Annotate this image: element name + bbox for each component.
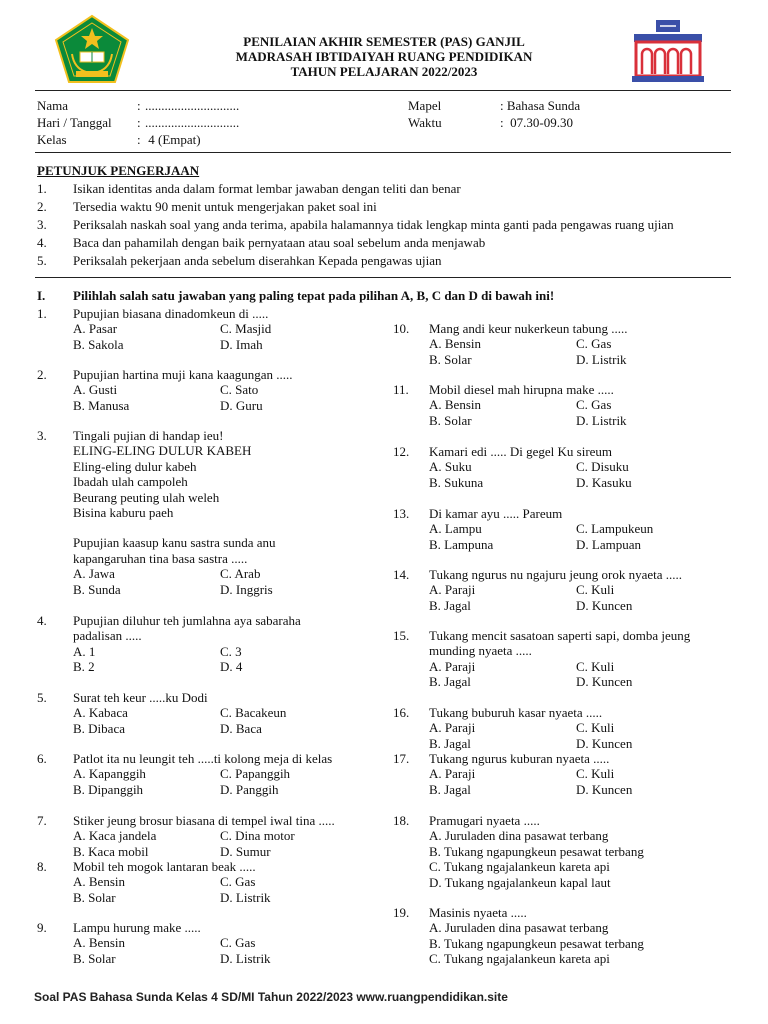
petunjuk-divider <box>35 277 731 278</box>
option-a[interactable]: A. Juruladen dina pasawat terbang <box>429 920 609 936</box>
option-b[interactable]: B. Sukuna <box>429 474 484 490</box>
question-text: Mobil teh mogok lantaran beak ..... <box>73 859 256 874</box>
section-number: I. <box>37 288 46 303</box>
option-c[interactable]: C. Bacakeun <box>220 705 287 721</box>
question-number: 15. <box>393 628 410 643</box>
option-d[interactable]: D. Kuncen <box>576 674 633 690</box>
petunjuk-text: Periksalah naskah soal yang anda terima, apabila halamannya tidak lengkap minta ganti pada pengawas ruang ujian <box>73 217 674 232</box>
option-d[interactable]: D. Lampuan <box>576 536 641 552</box>
option-d[interactable]: D. Panggih <box>220 781 279 797</box>
option-d[interactable]: D. Listrik <box>576 412 627 428</box>
question-text: Masinis nyaeta ..... <box>429 905 527 920</box>
option-c[interactable]: C. Sato <box>220 382 259 398</box>
question-text: Pupujian biasana dinadomkeun di ..... <box>73 306 269 321</box>
question-text: Patlot ita nu leungit teh .....ti kolong meja di kelas <box>73 751 333 766</box>
option-c[interactable]: C. Kuli <box>576 766 615 782</box>
option-b[interactable]: B. Jagal <box>429 597 471 613</box>
option-c[interactable]: C. Lampukeun <box>576 521 654 537</box>
question-number: 8. <box>37 859 47 874</box>
option-a[interactable]: A. Jawa <box>73 566 115 582</box>
question-text: Lampu hurung make ..... <box>73 920 201 935</box>
question-number: 7. <box>37 813 47 828</box>
petunjuk-number: 3. <box>37 217 47 232</box>
question-text: Tingali pujian di handap ieu! <box>73 428 224 443</box>
option-d[interactable]: D. Inggris <box>220 581 273 597</box>
kelas-label: Kelas <box>37 132 67 147</box>
question-text: Tukang mencit sasatoan saperti sapi, domba jeung <box>429 628 691 643</box>
option-c[interactable]: C. Tukang ngajalankeun kareta api <box>429 951 610 967</box>
option-c[interactable]: C. Gas <box>576 397 612 413</box>
petunjuk-item <box>37 198 737 216</box>
option-d[interactable]: D. Listrik <box>576 351 627 367</box>
identity-row-nama <box>37 98 737 114</box>
option-c[interactable]: C. Kuli <box>576 582 615 598</box>
identity-row-hari <box>37 115 737 131</box>
option-d[interactable]: D. Kuncen <box>576 597 633 613</box>
question-text: Surat teh keur .....ku Dodi <box>73 690 208 705</box>
question-number: 12. <box>393 444 410 459</box>
question-text: padalisan ..... <box>73 628 142 644</box>
kelas-separator: : <box>137 132 141 147</box>
petunjuk-text: Tersedia waktu 90 menit untuk mengerjakan paket soal ini <box>73 199 377 214</box>
question-text: Tukang buburuh kasar nyaeta ..... <box>429 705 603 720</box>
question-text: Pramugari nyaeta ..... <box>429 813 540 828</box>
petunjuk-number: 1. <box>37 181 47 196</box>
header-divider <box>35 90 731 91</box>
question-number: 6. <box>37 751 47 766</box>
option-b[interactable]: B. Dipanggih <box>73 781 144 797</box>
question-text: Tukang ngurus kuburan nyaeta ..... <box>429 751 610 766</box>
identity-divider <box>35 152 731 153</box>
question-number: 13. <box>393 506 410 521</box>
header-line-1: PENILAIAN AKHIR SEMESTER (PAS) GANJIL <box>243 34 525 49</box>
question-number: 3. <box>37 428 47 443</box>
option-b[interactable]: B. Lampuna <box>429 536 494 552</box>
section-instruction: Pilihlah salah satu jawaban yang paling tepat pada pilihan A, B, C dan D di bawah ini! <box>73 288 555 303</box>
petunjuk-number: 5. <box>37 253 47 268</box>
question-number: 4. <box>37 613 47 628</box>
question-text: Tukang ngurus nu ngajuru jeung orok nyaeta ..... <box>429 567 682 582</box>
petunjuk-item <box>37 216 737 234</box>
question-number: 11. <box>393 382 409 397</box>
option-b[interactable]: B. Solar <box>73 889 116 905</box>
option-c[interactable]: C. Disuku <box>576 459 629 475</box>
option-a[interactable]: A. Bensin <box>73 874 125 890</box>
option-a[interactable]: A. Paraji <box>429 658 476 674</box>
option-c[interactable]: C. Kuli <box>576 720 615 736</box>
question-text: Pupujian kaasup kanu sastra sunda anu <box>73 535 276 551</box>
question-number: 18. <box>393 813 410 828</box>
petunjuk-number: 2. <box>37 199 47 214</box>
question-number: 16. <box>393 705 410 720</box>
option-c[interactable]: C. Gas <box>220 935 256 951</box>
poem <box>73 443 373 520</box>
hari-label: Hari / Tanggal <box>37 115 112 130</box>
option-c[interactable]: C. Dina motor <box>220 828 295 844</box>
poem-line: Beurang peuting ulah weleh <box>73 489 220 505</box>
option-c[interactable]: C. 3 <box>220 643 242 659</box>
option-c[interactable]: C. Papanggih <box>220 766 291 782</box>
option-c[interactable]: C. Kuli <box>576 658 615 674</box>
option-c[interactable]: C. Gas <box>220 874 256 890</box>
question-text: Mang andi keur nukerkeun tabung ..... <box>429 321 628 336</box>
mapel-label: Mapel <box>408 98 442 113</box>
option-a[interactable]: A. Kaca jandela <box>73 828 157 844</box>
option-a[interactable]: A. Gusti <box>73 382 118 398</box>
poem-line: Ibadah ulah campoleh <box>73 474 188 490</box>
option-d[interactable]: D. Guru <box>220 397 263 413</box>
option-b[interactable]: B. Jagal <box>429 674 471 690</box>
poem-line: Eling-eling dulur kabeh <box>73 458 197 474</box>
option-a[interactable]: A. Paraji <box>429 766 476 782</box>
poem-title: ELING-ELING DULUR KABEH <box>73 443 252 459</box>
question-text: kapangaruhan tina basa sastra ..... <box>73 550 248 566</box>
option-a[interactable]: A. Bensin <box>429 336 481 352</box>
page-footer: Soal PAS Bahasa Sunda Kelas 4 SD/MI Tahun 2022/2023 www.ruangpendidikan.site <box>34 990 508 1004</box>
header-line-2: MADRASAH IBTIDAIYAH RUANG PENDIDIKAN <box>235 49 533 64</box>
question-number: 10. <box>393 321 410 336</box>
hari-separator: : <box>137 115 141 130</box>
option-c[interactable]: C. Tukang ngajalankeun kareta api <box>429 859 610 875</box>
option-a[interactable]: A. Juruladen dina pasawat terbang <box>429 828 609 844</box>
nama-field[interactable]: ............................. <box>145 98 240 113</box>
option-b[interactable]: B. Kaca mobil <box>73 843 149 859</box>
option-b[interactable]: B. Solar <box>429 351 472 367</box>
option-b[interactable]: B. 2 <box>73 659 95 675</box>
nama-separator: : <box>137 98 141 113</box>
option-b[interactable]: B. Manusa <box>73 397 130 413</box>
question-text: Di kamar ayu ..... Pareum <box>429 506 563 521</box>
option-b[interactable]: B. Solar <box>73 950 116 966</box>
petunjuk-item <box>37 252 737 270</box>
option-d[interactable]: D. Listrik <box>220 950 271 966</box>
question-number: 1. <box>37 306 47 321</box>
petunjuk-item <box>37 234 737 252</box>
petunjuk-item <box>37 180 737 198</box>
hari-field[interactable]: ............................. <box>145 115 240 130</box>
option-b[interactable]: B. Tukang ngapungkeun pesawat terbang <box>429 843 644 859</box>
option-a[interactable]: A. Paraji <box>429 582 476 598</box>
option-c[interactable]: C. Masjid <box>220 321 272 337</box>
question-text: Mobil diesel mah hirupna make ..... <box>429 382 614 397</box>
option-d[interactable]: D. Kuncen <box>576 735 633 751</box>
option-b[interactable]: B. Tukang ngapungkeun pesawat terbang <box>429 935 644 951</box>
option-d[interactable]: D. Sumur <box>220 843 271 859</box>
question-text: Stiker jeung brosur biasana di tempel iwal tina ..... <box>73 813 335 828</box>
option-d[interactable]: D. Listrik <box>220 889 271 905</box>
waktu-value: : 07.30-09.30 <box>500 115 573 130</box>
petunjuk-title: PETUNJUK PENGERJAAN <box>37 163 200 178</box>
option-a[interactable]: A. Kabaca <box>73 705 128 721</box>
identity-row-kelas <box>37 132 737 148</box>
option-d[interactable]: D. Kasuku <box>576 474 632 490</box>
option-d[interactable]: D. Tukang ngajalankeun kapal laut <box>429 874 611 890</box>
petunjuk-number: 4. <box>37 235 47 250</box>
option-b[interactable]: B. Solar <box>429 412 472 428</box>
mapel-value: : Bahasa Sunda <box>500 98 581 113</box>
header-line-3: TAHUN PELAJARAN 2022/2023 <box>290 64 478 79</box>
question-number: 5. <box>37 690 47 705</box>
petunjuk-text: Isikan identitas anda dalam format lembar jawaban dengan teliti dan benar <box>73 181 461 196</box>
option-a[interactable]: A. Bensin <box>429 397 481 413</box>
question-number: 19. <box>393 905 410 920</box>
option-b[interactable]: B. Sunda <box>73 581 121 597</box>
option-a[interactable]: A. Pasar <box>73 321 118 337</box>
question-text: Pupujian diluhur teh jumlahna aya sabaraha <box>73 613 301 628</box>
question-text: munding nyaeta ..... <box>429 643 532 659</box>
option-d[interactable]: D. Kuncen <box>576 781 633 797</box>
waktu-label: Waktu <box>408 115 442 130</box>
option-b[interactable]: B. Dibaca <box>73 720 125 736</box>
nama-label: Nama <box>37 98 69 113</box>
kelas-value: 4 (Empat) <box>145 132 201 147</box>
option-a[interactable]: A. Lampu <box>429 521 482 537</box>
question-number: 14. <box>393 567 410 582</box>
option-d[interactable]: D. Imah <box>220 336 263 352</box>
question-text: Kamari edi ..... Di gegel Ku sireum <box>429 444 613 459</box>
option-a[interactable]: A. Paraji <box>429 720 476 736</box>
question-number: 17. <box>393 751 410 766</box>
option-a[interactable]: A. Kapanggih <box>73 766 146 782</box>
option-b[interactable]: B. Jagal <box>429 781 471 797</box>
question-text: Pupujian hartina muji kana kaagungan ..... <box>73 367 293 382</box>
option-c[interactable]: C. Arab <box>220 566 261 582</box>
school-logo <box>630 14 706 86</box>
petunjuk-text: Periksalah pekerjaan anda sebelum diserahkan Kepada pengawas ujian <box>73 253 442 268</box>
option-a[interactable]: A. 1 <box>73 643 96 659</box>
option-a[interactable]: A. Suku <box>429 459 472 475</box>
option-b[interactable]: B. Jagal <box>429 735 471 751</box>
question-number: 9. <box>37 920 47 935</box>
poem-line: Bisina kaburu paeh <box>73 505 174 521</box>
option-d[interactable]: D. Baca <box>220 720 262 736</box>
question-number: 2. <box>37 367 47 382</box>
petunjuk-text: Baca dan pahamilah dengan baik pernyataan atau soal sebelum anda menjawab <box>73 235 486 250</box>
option-d[interactable]: D. 4 <box>220 659 243 675</box>
option-b[interactable]: B. Sakola <box>73 336 124 352</box>
option-a[interactable]: A. Bensin <box>73 935 125 951</box>
option-c[interactable]: C. Gas <box>576 336 612 352</box>
